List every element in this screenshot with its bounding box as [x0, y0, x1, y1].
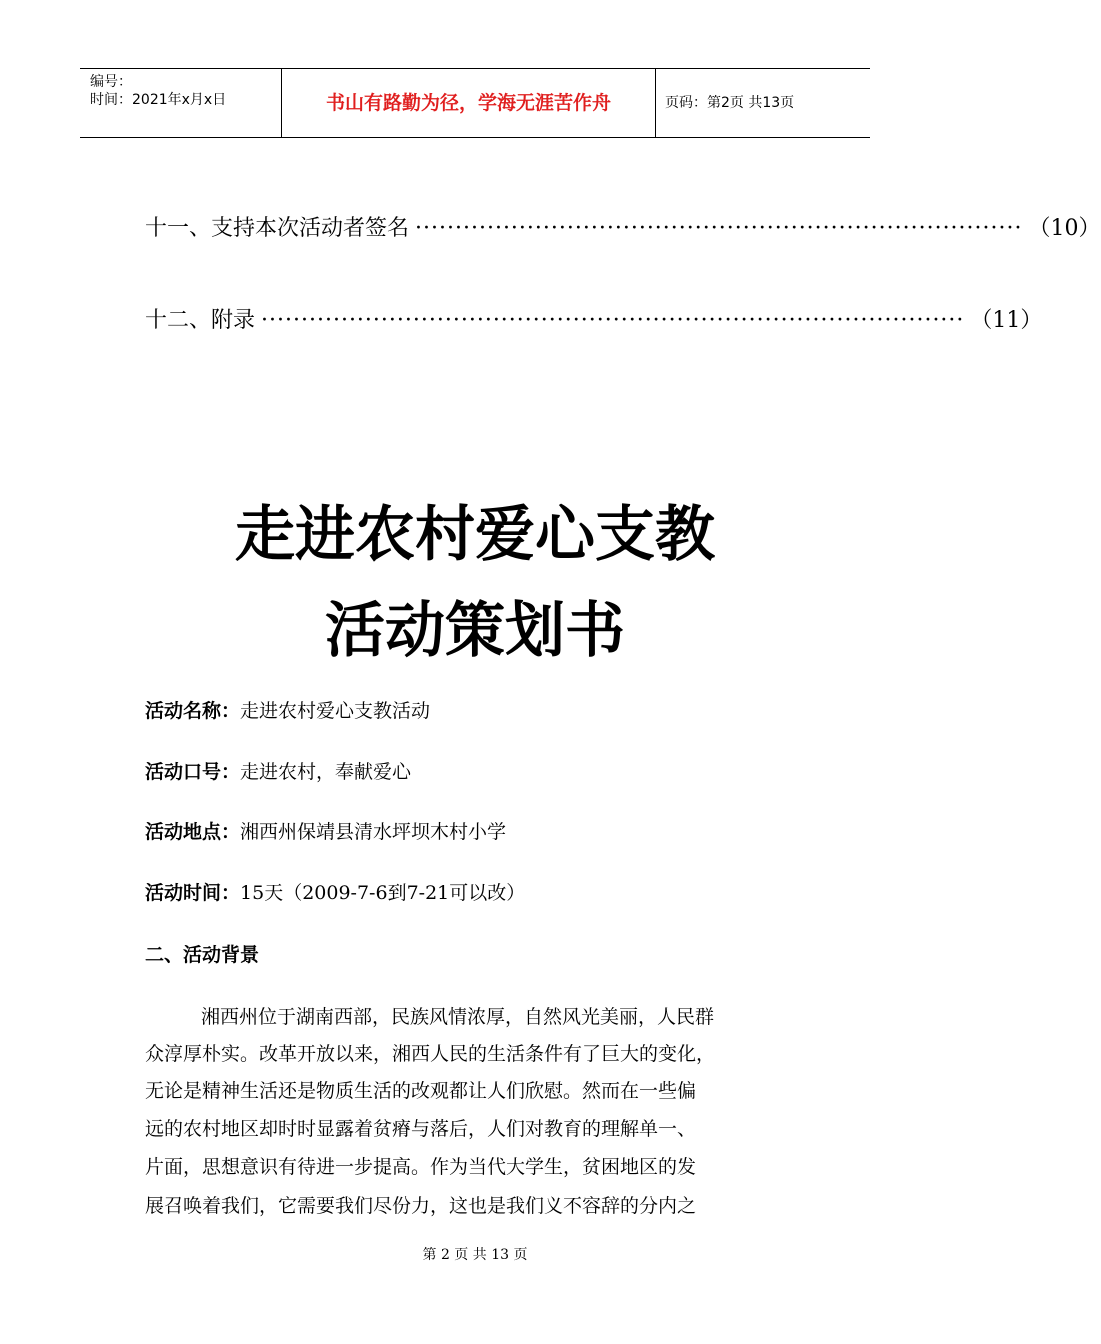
page-header	[80, 68, 870, 138]
toc-entry-title: 十一、支持本次活动者签名	[145, 216, 410, 241]
header-info-cell	[80, 69, 281, 137]
paragraph-line: 众淳厚朴实。改革开放以来，湘西人民的生活条件有了巨大的变化，	[145, 1043, 716, 1065]
field-label: 活动地点：	[145, 821, 241, 843]
toc-leader-dots: ············································································	[415, 216, 1023, 241]
field-activity-slogan	[145, 759, 411, 785]
document-title-line1: 走进农村爱心支教	[235, 500, 715, 570]
header-page-info: 页码：第2页 共13页	[665, 95, 795, 111]
toc-entry-signatures	[145, 214, 1101, 244]
field-value: 走进农村，奉献爱心	[240, 761, 412, 783]
document-time-label: 时间：2021年x月x日	[90, 92, 227, 108]
paragraph-line: 展召唤着我们，它需要我们尽份力，这也是我们义不容辞的分内之	[145, 1195, 697, 1217]
section-heading-background: 二、活动背景	[145, 944, 260, 966]
field-activity-location	[145, 819, 506, 845]
field-label: 活动口号：	[145, 761, 241, 783]
toc-entry-title: 十二、附录	[145, 308, 256, 333]
field-value: 走进农村爱心支教活动	[240, 700, 431, 722]
field-activity-time	[145, 880, 525, 906]
field-label: 活动名称：	[145, 700, 241, 722]
toc-leader-dots: ························································································	[261, 308, 965, 333]
toc-entry-appendix	[145, 306, 1043, 336]
field-activity-name	[145, 698, 430, 724]
field-value: 15天（2009-7-6到7-21可以改）	[240, 882, 526, 904]
paragraph-line: 片面，思想意识有待进一步提高。作为当代大学生，贫困地区的发	[145, 1156, 697, 1178]
paragraph-line: 远的农村地区却时时显露着贫瘠与落后，人们对教育的理解单一、	[145, 1118, 697, 1140]
paragraph-line: 无论是精神生活还是物质生活的改观都让人们欣慰。然而在一些偏	[145, 1080, 697, 1102]
document-title-line2: 活动策划书	[325, 596, 625, 666]
toc-entry-page: （11）	[970, 308, 1043, 333]
field-value: 湘西州保靖县清水坪坝木村小学	[240, 821, 507, 843]
paragraph-line: 湘西州位于湖南西部，民族风情浓厚，自然风光美丽，人民群	[201, 1006, 715, 1028]
document-number-label: 编号：	[90, 74, 132, 90]
header-motto: 书山有路勤为径，学海无涯苦作舟	[325, 92, 611, 114]
page-footer: 第 2 页 共 13 页	[422, 1247, 528, 1263]
toc-entry-page: （10）	[1028, 216, 1101, 241]
field-label: 活动时间：	[145, 882, 241, 904]
header-page-cell	[655, 69, 870, 137]
header-motto-cell	[281, 69, 656, 137]
